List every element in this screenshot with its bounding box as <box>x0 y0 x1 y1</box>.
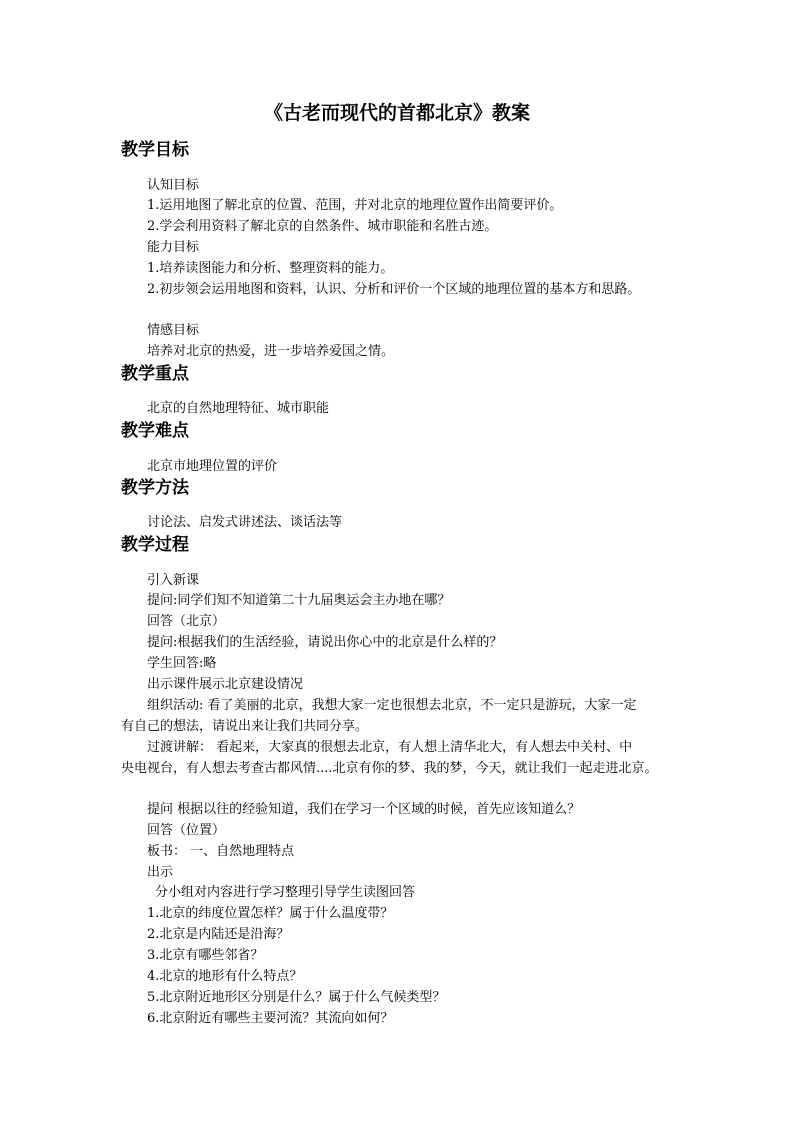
section-heading-key-points: 教学重点 <box>121 364 189 384</box>
key-points-text: 北京的自然地理特征、城市职能 <box>147 401 330 416</box>
document-title: 《古老而现代的首都北京》教案 <box>263 102 530 124</box>
process-line: 提问 根据以往的经验知道，我们在学习一个区域的时候，首先应该知道么？ <box>147 802 581 817</box>
cognitive-goal-1: 1.运用地图了解北京的位置、范围，并对北京的地理位置作出简要评价。 <box>147 198 563 213</box>
question-item: 1.北京的纬度位置怎样？属于什么温度带？ <box>147 906 394 921</box>
process-line: 组织活动: 看了美丽的北京，我想大家一定也很想去北京，不一定只是游玩，大家一定 <box>147 698 637 713</box>
cognitive-goal-2: 2.学会利用资料了解北京的自然条件、城市职能和名胜古迹。 <box>147 219 498 234</box>
section-heading-process: 教学过程 <box>121 535 189 555</box>
question-item: 3.北京有哪些邻省？ <box>147 948 264 963</box>
process-line: 学生回答:略 <box>147 656 217 671</box>
question-item: 5.北京附近地形区分别是什么？属于什么气候类型？ <box>147 990 446 1005</box>
section-heading-methods: 教学方法 <box>121 478 189 498</box>
process-line: 出示 <box>147 865 174 880</box>
question-item: 6.北京附近有哪些主要河流？其流向如何？ <box>147 1011 394 1026</box>
process-line: 过渡讲解： 看起来，大家真的很想去北京，有人想上清华北大，有人想去中关村、中 <box>147 740 633 755</box>
ability-goal-2: 2.初步领会运用地图和资料，认识、分析和评价一个区域的地理位置的基本方和思路。 <box>147 282 641 297</box>
cognitive-goal-label: 认知目标 <box>147 178 200 193</box>
process-line: 板书： 一、自然地理特点 <box>147 844 295 859</box>
process-line: 提问:同学们知不知道第二十九届奥运会主办地在哪？ <box>147 593 451 608</box>
section-heading-goals: 教学目标 <box>121 140 189 160</box>
process-line: 有自己的想法，请说出来让我们共同分享。 <box>121 719 369 734</box>
process-line: 回答（北京） <box>147 614 226 629</box>
section-heading-difficulties: 教学难点 <box>121 421 189 441</box>
process-line: 央电视台，有人想去考查古都风情....北京有你的梦、我的梦，今天，就让我们一起走进北京。 <box>121 761 658 776</box>
question-item: 4.北京的地形有什么特点？ <box>147 969 303 984</box>
emotion-goal-label: 情感目标 <box>147 323 200 338</box>
process-line: 引入新课 <box>147 573 200 588</box>
question-item: 2.北京是内陆还是沿海？ <box>147 927 290 942</box>
ability-goal-label: 能力目标 <box>147 240 200 255</box>
process-line: 分小组对内容进行学习整理引导学生读图回答 <box>155 885 416 900</box>
ability-goal-1: 1.培养读图能力和分析、整理资料的能力。 <box>147 261 394 276</box>
difficulties-text: 北京市地理位置的评价 <box>147 459 278 474</box>
emotion-goal-1: 培养对北京的热爱，进一步培养爱国之情。 <box>147 344 395 359</box>
process-line: 出示课件展示北京建设情况 <box>147 677 304 692</box>
process-line: 提问:根据我们的生活经验，请说出你心中的北京是什么样的？ <box>147 635 503 650</box>
process-line: 回答（位置） <box>147 823 226 838</box>
methods-text: 讨论法、启发式讲述法、谈话法等 <box>147 515 343 530</box>
